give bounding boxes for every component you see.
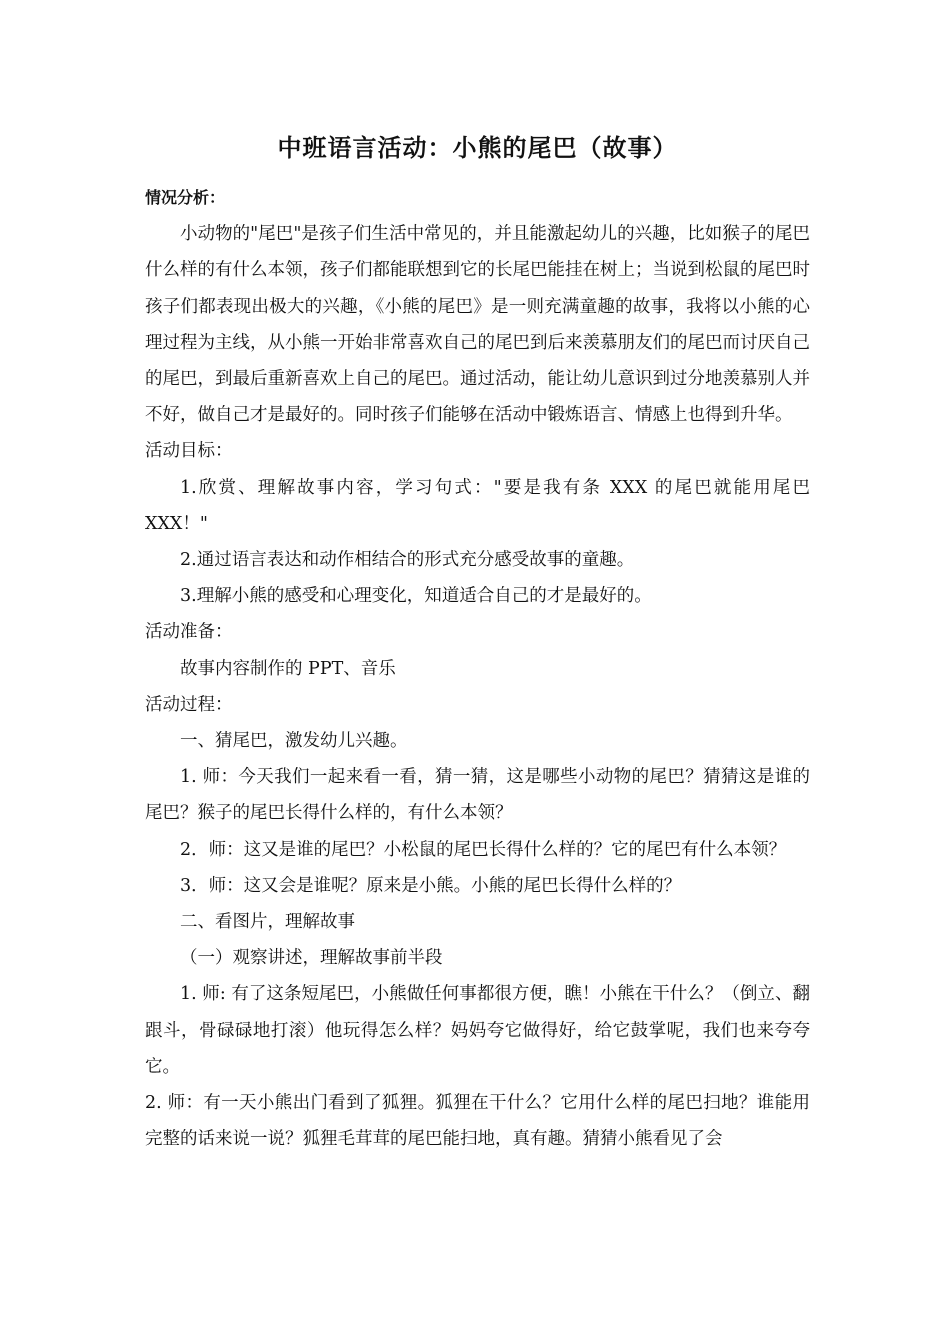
goals-heading: 活动目标：	[145, 441, 233, 462]
prep-text: 故事内容制作的 PPT、音乐	[180, 658, 396, 679]
goal-item: 3.理解小熊的感受和心理变化，知道适合自己的才是最好的。	[180, 586, 652, 607]
prep-heading: 活动准备：	[145, 622, 233, 643]
step2-item: 1. 师: 有了这条短尾巴，小熊做任何事都很方便，瞧！小熊在干什么？（倒立、翻跟斗，骨碌碌地打滚）他玩得怎么样？妈妈夸它做得好，给它鼓掌呢，我们也来夸夸它。	[145, 984, 810, 1077]
step2-heading: 二、看图片，理解故事	[180, 912, 355, 933]
step1-item: 2．师：这又是谁的尾巴？小松鼠的尾巴长得什么样的？它的尾巴有什么本领？	[180, 839, 787, 860]
document-title: 中班语言活动：小熊的尾巴（故事）	[277, 134, 678, 162]
process-heading: 活动过程：	[145, 694, 233, 715]
goal-item: 2.通过语言表达和动作相结合的形式充分感受故事的童趣。	[180, 550, 635, 571]
step1-heading: 一、猜尾巴，激发幼儿兴趣。	[180, 731, 408, 752]
step1-item: 1. 师：今天我们一起来看一看，猜一猜，这是哪些小动物的尾巴？猜猜这是谁的尾巴？猴子的尾巴长得什么样的，有什么本领？	[145, 767, 810, 824]
situation-heading: 情况分析：	[145, 188, 226, 207]
document-page	[145, 126, 810, 1157]
step2-sub-heading: （一）观察讲述，理解故事前半段	[180, 948, 443, 969]
situation-paragraph: 小动物的"尾巴"是孩子们生活中常见的，并且能激起幼儿的兴趣，比如猴子的尾巴什么样的有什么本领，孩子们都能联想到它的长尾巴能挂在树上；当说到松鼠的尾巴时孩子们都表现出极大的兴趣，《小熊的尾巴》是一则充满童趣的故事，我将以小熊的心理过程为主线，从小熊一开始非常喜欢自己的尾巴到后来羡慕朋友们的尾巴而讨厌自己的尾巴，到最后重新喜欢上自己的尾巴。通过活动，能让幼儿意识到过分地羡慕别人并不好，做自己才是最好的。同时孩子们能够在活动中锻炼语言、情感上也得到升华。	[145, 224, 810, 426]
step2-item: 2. 师：有一天小熊出门看到了狐狸。狐狸在干什么？它用什么样的尾巴扫地？谁能用完整的话来说一说？狐狸毛茸茸的尾巴能扫地，真有趣。猜猜小熊看见了会	[145, 1093, 810, 1150]
goal-item: 1.欣赏、理解故事内容，学习句式："要是我有条 XXX 的尾巴就能用尾巴 XXX！"	[145, 477, 810, 534]
step1-item: 3．师：这又会是谁呢？原来是小熊。小熊的尾巴长得什么样的？	[180, 875, 682, 896]
